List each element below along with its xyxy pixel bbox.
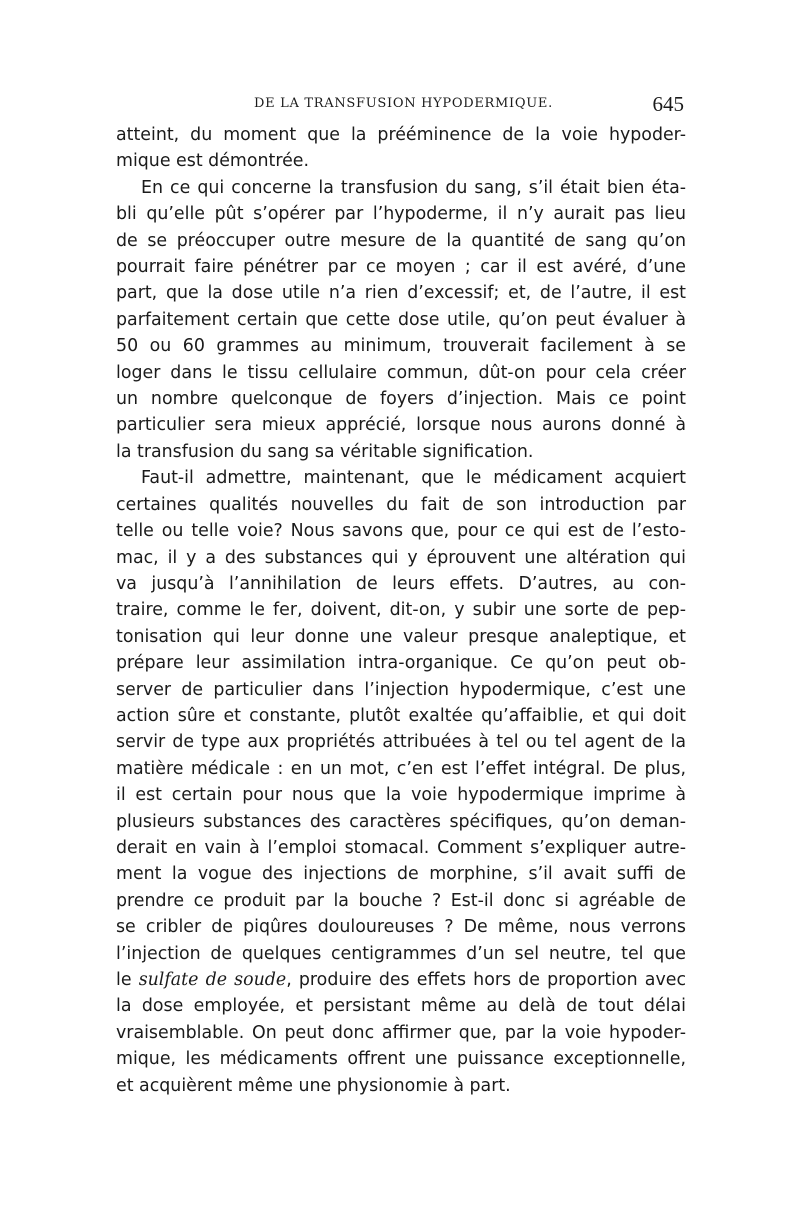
text-line-with-italic (116, 967, 686, 993)
text-line: matière médicale : en un mot, c’en est l’effet intégral. De plus, (116, 758, 686, 779)
text-line: particulier sera mieux apprécié, lorsque nous aurons donné à (116, 415, 686, 436)
text-line: de se préoccuper outre mesure de la quantité de sang qu’on (116, 230, 686, 251)
text-line: traire, comme le fer, doivent, dit-on, y subir une sorte de pep- (116, 600, 686, 621)
paragraph-2 (116, 175, 686, 465)
text-line: pourrait faire pénétrer par ce moyen ; car il est avéré, d’une (116, 257, 686, 278)
text-line: va jusqu’à l’annihilation de leurs effets. D’autres, au con- (116, 573, 686, 594)
text-fragment: le (116, 970, 139, 990)
text-line: et acquièrent même une physionomie à part. (116, 1075, 511, 1096)
paragraph-3 (116, 465, 686, 1099)
text-line: derait en vain à l’emploi stomacal. Comment s’expliquer autre- (116, 837, 686, 858)
page-number: 645 (652, 92, 684, 116)
text-line: servir de type aux propriétés attribuées à tel ou tel agent de la (116, 732, 686, 753)
text-line: atteint, du moment que la prééminence de la voie hypoder- (116, 125, 686, 145)
italic-term: sulfate de soude (138, 970, 287, 990)
text-line: server de particulier dans l’injection hypodermique, c’est une (116, 679, 686, 700)
text-line: se cribler de piqûres douloureuses ? De même, nous verrons (116, 917, 686, 938)
text-line: prendre ce produit par la bouche ? Est-il donc si agréable de (116, 890, 686, 911)
text-line: loger dans le tissu cellulaire commun, dût-on pour cela créer (116, 362, 686, 383)
text-line: mique est démontrée. (116, 151, 310, 172)
text-line: parfaitement certain que cette dose utile, qu’on peut évaluer à (116, 309, 686, 330)
text-line: certaines qualités nouvelles du fait de son introduction par (116, 494, 686, 515)
text-line: 50 ou 60 grammes au minimum, trouverait facilement à se (116, 336, 686, 357)
text-line: bli qu’elle pût s’opérer par l’hypoderme, il n’y aurait pas lieu (116, 204, 686, 225)
text-line: ment la vogue des injections de morphine, s’il avait suffi de (116, 864, 686, 885)
running-head (116, 92, 686, 122)
text-fragment: , produire des effets hors de proportion avec (286, 970, 687, 990)
text-line: la dose employée, et persistant même au delà de tout délai (116, 996, 686, 1017)
text-line: Faut-il admettre, maintenant, que le médicament acquiert (141, 468, 686, 489)
text-line: vraisemblable. On peut donc affirmer que, par la voie hypoder- (116, 1022, 686, 1043)
book-page (116, 92, 686, 1099)
text-line: plusieurs substances des caractères spécifiques, qu’on deman- (116, 811, 686, 832)
text-line: En ce qui concerne la transfusion du sang, s’il était bien éta- (141, 177, 686, 198)
text-line: la transfusion du sang sa véritable signification. (116, 441, 534, 462)
text-line: mac, il y a des substances qui y éprouvent une altération qui (116, 547, 686, 568)
running-title: DE LA TRANSFUSION HYPODERMIQUE. (254, 96, 553, 111)
text-line: prépare leur assimilation intra-organique. Ce qu’on peut ob- (116, 653, 686, 674)
paragraph-1 (116, 122, 686, 175)
text-line: un nombre quelconque de foyers d’injection. Mais ce point (116, 389, 686, 410)
text-line: mique, les médicaments offrent une puissance exceptionnelle, (116, 1049, 686, 1070)
text-line: il est certain pour nous que la voie hypodermique imprime à (116, 785, 686, 806)
text-line: telle ou telle voie? Nous savons que, pour ce qui est de l’esto- (116, 521, 686, 542)
text-line: l’injection de quelques centigrammes d’un sel neutre, tel que (116, 943, 686, 964)
text-line: tonisation qui leur donne une valeur presque analeptique, et (116, 626, 686, 647)
text-line: part, que la dose utile n’a rien d’excessif; et, de l’autre, il est (116, 283, 686, 304)
body-text (116, 122, 686, 1099)
text-line: action sûre et constante, plutôt exaltée qu’affaiblie, et qui doit (116, 705, 686, 726)
